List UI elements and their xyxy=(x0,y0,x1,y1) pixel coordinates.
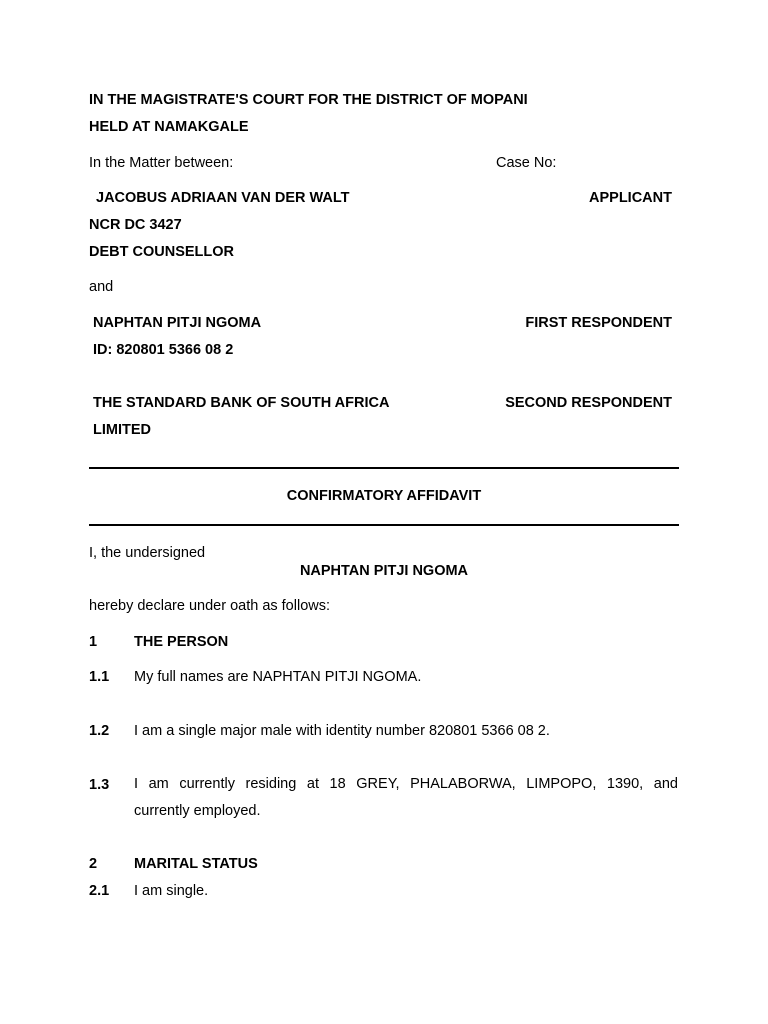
first-respondent-name: NAPHTAN PITJI NGOMA xyxy=(93,315,262,331)
first-respondent-role: FIRST RESPONDENT xyxy=(525,315,672,331)
item-text-line: currently employed. xyxy=(134,803,261,819)
section-number: 2 xyxy=(89,856,98,872)
section-heading: MARITAL STATUS xyxy=(134,856,258,872)
section-heading: THE PERSON xyxy=(134,634,229,650)
applicant-title: DEBT COUNSELLOR xyxy=(89,244,234,260)
title-bottom-rule xyxy=(89,524,679,526)
deponent-name: NAPHTAN PITJI NGOMA xyxy=(299,563,469,579)
intro-text: I, the undersigned xyxy=(89,545,206,561)
section-number: 1 xyxy=(89,634,98,650)
declare-text: hereby declare under oath as follows: xyxy=(89,598,331,614)
matter-label: In the Matter between: xyxy=(89,155,234,171)
second-respondent-name-line2: LIMITED xyxy=(93,422,151,438)
item-paragraph xyxy=(134,771,678,825)
item-text-line: I am currently residing at 18 GREY, PHALABORWA, LIMPOPO, 1390, and xyxy=(134,776,678,792)
second-respondent-name-line1: THE STANDARD BANK OF SOUTH AFRICA xyxy=(93,395,390,411)
item-number: 1.1 xyxy=(89,669,110,685)
item-number: 1.3 xyxy=(89,777,110,793)
first-respondent-id: ID: 820801 5366 08 2 xyxy=(93,342,234,358)
and-label: and xyxy=(89,279,114,295)
item-text: I am a single major male with identity number 820801 5366 08 2. xyxy=(134,723,550,739)
held-at-line: HELD AT NAMAKGALE xyxy=(89,119,249,135)
court-heading: IN THE MAGISTRATE'S COURT FOR THE DISTRICT OF MOPANI xyxy=(89,92,528,108)
applicant-name: JACOBUS ADRIAAN VAN DER WALT xyxy=(96,190,350,206)
affidavit-title: CONFIRMATORY AFFIDAVIT xyxy=(286,488,482,504)
item-number: 2.1 xyxy=(89,883,110,899)
item-number: 1.2 xyxy=(89,723,110,739)
item-text: I am single. xyxy=(134,883,209,899)
title-top-rule xyxy=(89,467,679,469)
applicant-role: APPLICANT xyxy=(589,190,672,206)
item-text: My full names are NAPHTAN PITJI NGOMA. xyxy=(134,669,422,685)
case-no-label: Case No: xyxy=(496,155,557,171)
applicant-reg-no: NCR DC 3427 xyxy=(89,217,182,233)
second-respondent-role: SECOND RESPONDENT xyxy=(505,395,672,411)
